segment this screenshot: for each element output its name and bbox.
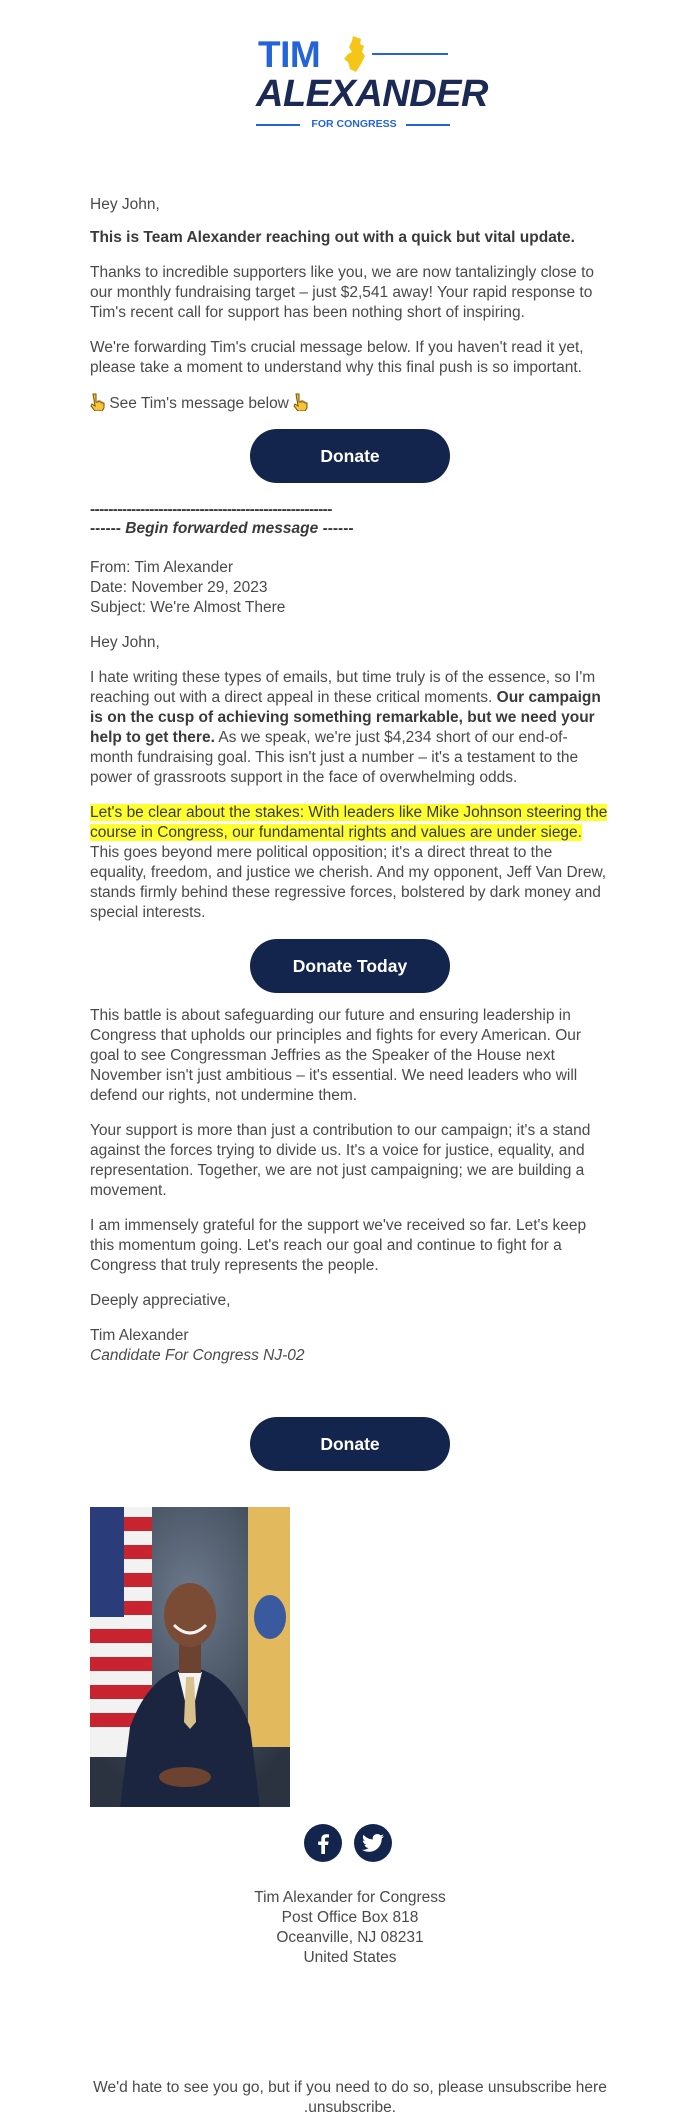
footer-address-2: Oceanville, NJ 08231	[276, 1929, 424, 1946]
footer-org: Tim Alexander for Congress	[254, 1889, 446, 1906]
donate-button[interactable]: Donate	[250, 429, 450, 483]
new-jersey-icon	[344, 36, 366, 72]
intro-paragraph-1: Thanks to incredible supporters like you, we are now tantalizingly close to our monthly fundraising target – just $2,541 away! Your rapid response to Tim's recent call for support has been nothing short of inspiring.	[90, 264, 595, 321]
forward-date: Date: November 29, 2023	[90, 579, 268, 596]
forwarded-title: Begin forwarded message	[125, 520, 319, 537]
pointing-down-icon	[90, 393, 105, 411]
twitter-icon	[362, 1834, 384, 1852]
see-message-text: See Tim's message below	[109, 395, 289, 412]
see-message-line	[90, 393, 610, 414]
forwarded-suffix: ------	[322, 520, 354, 537]
logo-first-name: TIM	[258, 34, 321, 75]
forwarded-prefix: ------	[90, 520, 121, 537]
closing: Deeply appreciative,	[90, 1292, 231, 1309]
letter-paragraph-5: I am immensely grateful for the support we've received so far. Let's keep this momentum going. Let's reach our goal and continue to fight for a Congress that truly represents the people.	[90, 1217, 587, 1274]
pointing-down-icon	[293, 393, 308, 411]
facebook-icon	[313, 1832, 333, 1854]
dash-divider: -----------------------------------------------------	[90, 501, 332, 518]
candidate-photo	[90, 1507, 290, 1807]
donate-today-button[interactable]: Donate Today	[250, 939, 450, 993]
headline: This is Team Alexander reaching out with a quick but vital update.	[90, 229, 575, 246]
p1-bold: Our campaign is on the cusp of achieving something remarkable, but we need your help to get there.	[90, 689, 601, 746]
letter-paragraph-2	[90, 803, 610, 923]
donate-button-bottom[interactable]: Donate	[250, 1417, 450, 1471]
letter-greeting: Hey John,	[90, 634, 160, 651]
forward-subject: Subject: We're Almost There	[90, 599, 286, 616]
twitter-link[interactable]	[354, 1824, 392, 1862]
forward-from: From: Tim Alexander	[90, 559, 233, 576]
p1-text-a: I hate writing these types of emails, but time truly is of the essence, so I'm reaching out with a direct appeal in these critical moments.	[90, 669, 596, 706]
letter-paragraph-1	[90, 668, 610, 788]
footer-address-1: Post Office Box 818	[281, 1909, 419, 1926]
letter-paragraph-3: This battle is about safeguarding our future and ensuring leadership in Congress that upholds our principles and fights for every American. Our goal to see Congressman Jeffries as the Speaker of the House next November isn't just ambitious – it's essential. We need leaders who will defend our rights, not undermine them.	[90, 1007, 582, 1104]
intro-paragraph-2: We're forwarding Tim's crucial message below. If you haven't read it yet, please take a moment to understand why this final push is so important.	[90, 339, 584, 376]
signature-title: Candidate For Congress NJ-02	[90, 1347, 305, 1364]
logo-last-name: ALEXANDER	[256, 73, 488, 115]
unsubscribe-link[interactable]: .unsubscribe.	[303, 2099, 397, 2116]
logo-rule-top	[372, 53, 448, 55]
highlighted-stakes: Let's be clear about the stakes: With leaders like Mike Johnson steering the course in Congress, our fundamental rights and values are under siege.	[90, 804, 608, 841]
p1-text-b: As we speak, we're just $4,234 short of our end-of-month fundraising goal. This isn't just a number – it's a testament to the power of grassroots support in the face of overwhelming odds.	[90, 729, 579, 786]
logo-tagline: FOR CONGRESS	[311, 118, 397, 130]
footer-country: United States	[303, 1949, 397, 1966]
signature-name: Tim Alexander	[90, 1327, 189, 1344]
unsubscribe-text: We'd hate to see you go, but if you need to do so, please unsubscribe here	[93, 2079, 607, 2096]
forwarded-header	[90, 519, 610, 539]
logo-rule-right	[406, 124, 450, 126]
letter-paragraph-4: Your support is more than just a contribution to our campaign; it's a stand against the forces trying to divide us. It's a voice for justice, equality, and representation. Together, we are not just campaigning; we are building a movement.	[90, 1122, 591, 1199]
campaign-logo	[256, 34, 488, 134]
p2-rest: This goes beyond mere political opposition; it's a direct threat to the equality, freedom, and justice we cherish. And my opponent, Jeff Van Drew, stands firmly behind these regressive forces, bolstered by dark money and special interests.	[90, 844, 607, 921]
greeting: Hey John,	[90, 196, 160, 213]
facebook-link[interactable]	[304, 1824, 342, 1862]
